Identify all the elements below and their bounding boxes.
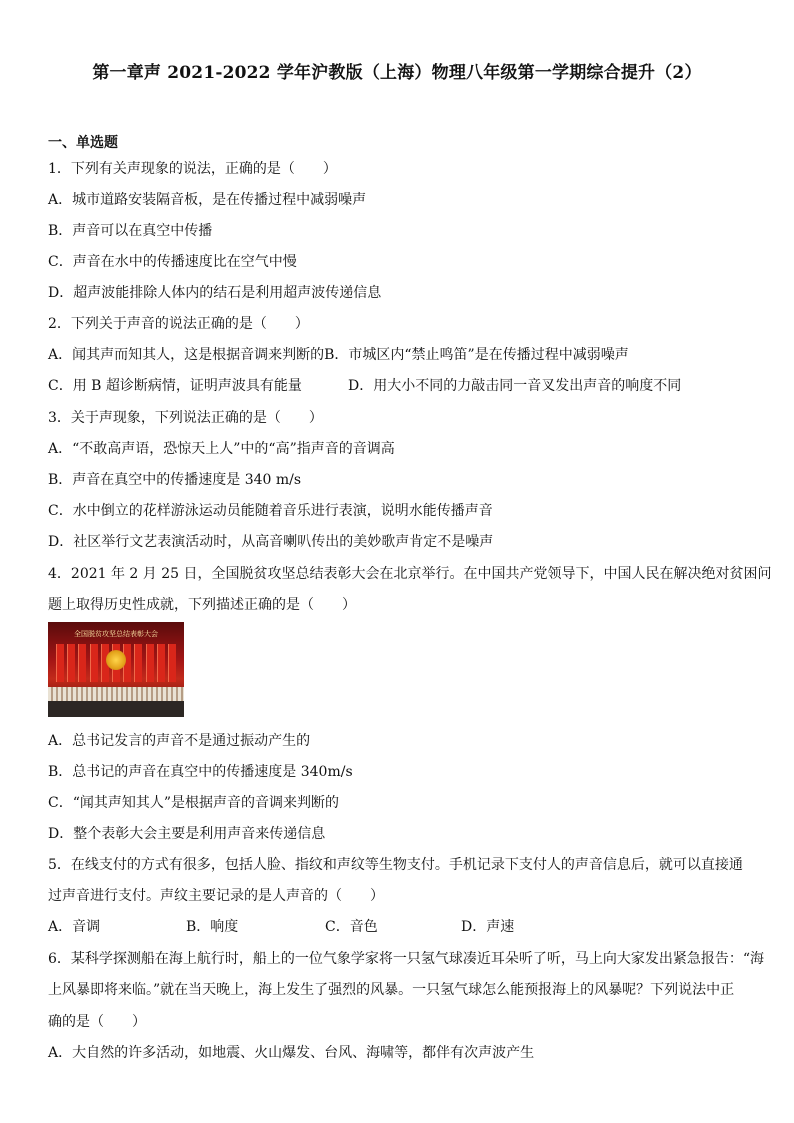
q2-option-d: D．用大小不同的力敲击同一音叉发出声音的响度不同: [348, 378, 682, 394]
q3-option-a: A．“不敢高声语，恐惊天上人”中的“高”指声音的音调高: [48, 441, 395, 457]
photo-stage: [48, 687, 184, 701]
q1-option-b: B．声音可以在真空中传播: [48, 223, 213, 239]
q1-option-d: D．超声波能排除人体内的结石是利用超声波传递信息: [48, 285, 382, 301]
q5-option-b: B．响度: [186, 919, 239, 935]
q4-option-b: B．总书记的声音在真空中的传播速度是 340m/s: [48, 764, 353, 780]
q5-option-a: A．音调: [48, 919, 101, 935]
q2-option-ab: A．闻其声而知其人，这是根据音调来判断的B．市城区内“禁止鸣笛”是在传播过程中减弱噪声: [48, 347, 629, 363]
page-title: 第一章声 2021-2022 学年沪教版（上海）物理八年级第一学期综合提升（2）: [92, 63, 702, 83]
q4-option-d: D．整个表彰大会主要是利用声音来传递信息: [48, 826, 326, 842]
q1-stem: 1．下列有关声现象的说法，正确的是（ ）: [48, 161, 337, 177]
photo-floor: [48, 701, 184, 717]
q4-stem-line1: 4．2021 年 2 月 25 日，全国脱贫攻坚总结表彰大会在北京举行。在中国共产党领导下，中国人民在解决绝对贫困问: [48, 566, 772, 582]
q4-option-a: A．总书记发言的声音不是通过振动产生的: [48, 733, 311, 749]
q4-option-c: C．“闻其声知其人”是根据声音的音调来判断的: [48, 795, 340, 811]
q5-option-d: D．声速: [461, 919, 515, 935]
q3-option-c: C．水中倒立的花样游泳运动员能随着音乐进行表演，说明水能传播声音: [48, 503, 493, 519]
q6-stem-line3: 确的是（ ）: [48, 1014, 146, 1030]
q6-stem-line2: 上风暴即将来临。”就在当天晚上，海上发生了强烈的风暴。一只氢气球怎么能预报海上的风暴呢？下列说法中正: [48, 982, 735, 998]
q3-stem: 3．关于声现象，下列说法正确的是（ ）: [48, 410, 323, 426]
q5-option-c: C．音色: [325, 919, 378, 935]
q1-option-c: C．声音在水中的传播速度比在空气中慢: [48, 254, 297, 270]
q2-option-c: C．用 B 超诊断病情，证明声波具有能量: [48, 378, 302, 394]
q4-stem-line2: 题上取得历史性成就，下列描述正确的是（ ）: [48, 597, 356, 613]
conference-photo: [48, 622, 184, 717]
national-emblem-icon: [106, 650, 126, 670]
q5-stem-line1: 5．在线支付的方式有很多，包括人脸、指纹和声纹等生物支付。手机记录下支付人的声音信息后，就可以直接通: [48, 857, 743, 873]
q2-stem: 2．下列关于声音的说法正确的是（ ）: [48, 316, 309, 332]
q3-option-b: B．声音在真空中的传播速度是 340 m/s: [48, 472, 302, 488]
q6-stem-line1: 6．某科学探测船在海上航行时，船上的一位气象学家将一只氢气球凑近耳朵听了听，马上向大家发出紧急报告：“海: [48, 951, 765, 967]
q1-option-a: A．城市道路安装隔音板，是在传播过程中减弱噪声: [48, 192, 367, 208]
section-heading: 一、单选题: [48, 135, 118, 151]
photo-banner-text: 全国脱贫攻坚总结表彰大会: [74, 630, 158, 638]
q3-option-d: D．社区举行文艺表演活动时，从高音喇叭传出的美妙歌声肯定不是噪声: [48, 534, 494, 550]
q5-stem-line2: 过声音进行支付。声纹主要记录的是人声音的（ ）: [48, 888, 384, 904]
q6-option-a: A．大自然的许多活动，如地震、火山爆发、台风、海啸等，都伴有次声波产生: [48, 1045, 535, 1061]
